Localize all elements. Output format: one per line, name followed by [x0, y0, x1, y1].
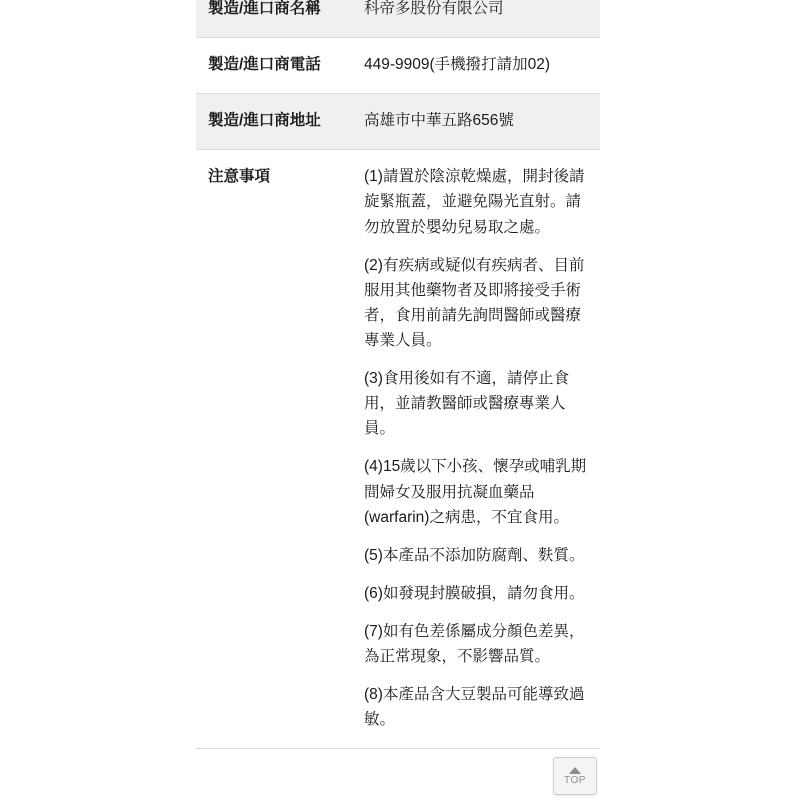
note-paragraph: (8)本產品含大豆製品可能導致過敏。: [364, 686, 585, 729]
scroll-to-top-button[interactable]: [553, 757, 597, 795]
product-spec-table: [196, 0, 600, 749]
note-paragraph: (3)食用後如有不適，請停止食用，並請教醫師或醫療專業人員。: [364, 370, 569, 438]
table-row: [196, 0, 600, 38]
row-value: 449-9909(手機撥打請加02): [352, 38, 600, 94]
right-gutter: [600, 0, 800, 800]
row-label: 注意事項: [196, 150, 352, 749]
note-paragraph: (5)本產品不添加防腐劑、麩質。: [364, 546, 585, 564]
note-paragraph: (4)15歲以下小孩、懷孕或哺乳期間婦女及服用抗凝血藥品(warfarin)之病患，不宜食用。: [364, 458, 587, 526]
table-row: [196, 38, 600, 94]
row-value: 科帝多股份有限公司: [352, 0, 600, 38]
note-paragraph: (1)請置於陰涼乾燥處，開封後請旋緊瓶蓋，並避免陽光直射。請勿放置於嬰幼兒易取之處。: [364, 168, 585, 236]
arrow-up-icon: [569, 767, 581, 774]
table-row-notes: [196, 150, 600, 749]
row-label: 製造/進口商電話: [196, 38, 352, 94]
row-value: 高雄市中華五路656號: [352, 94, 600, 150]
note-paragraph: (7)如有色差係屬成分顏色差異，為正常現象，不影響品質。: [364, 622, 585, 666]
left-gutter: [0, 0, 196, 800]
scroll-to-top-label: TOP: [564, 774, 586, 786]
table-row: [196, 94, 600, 150]
note-paragraph: (6)如發現封膜破損，請勿食用。: [364, 584, 585, 602]
row-label: 製造/進口商名稱: [196, 0, 352, 38]
notes-cell: [352, 150, 600, 749]
note-paragraph: (2)有疾病或疑似有疾病者、目前服用其他藥物者及即將接受手術者，食用前請先詢問醫師或醫療專業人員。: [364, 256, 585, 349]
row-label: 製造/進口商地址: [196, 94, 352, 150]
